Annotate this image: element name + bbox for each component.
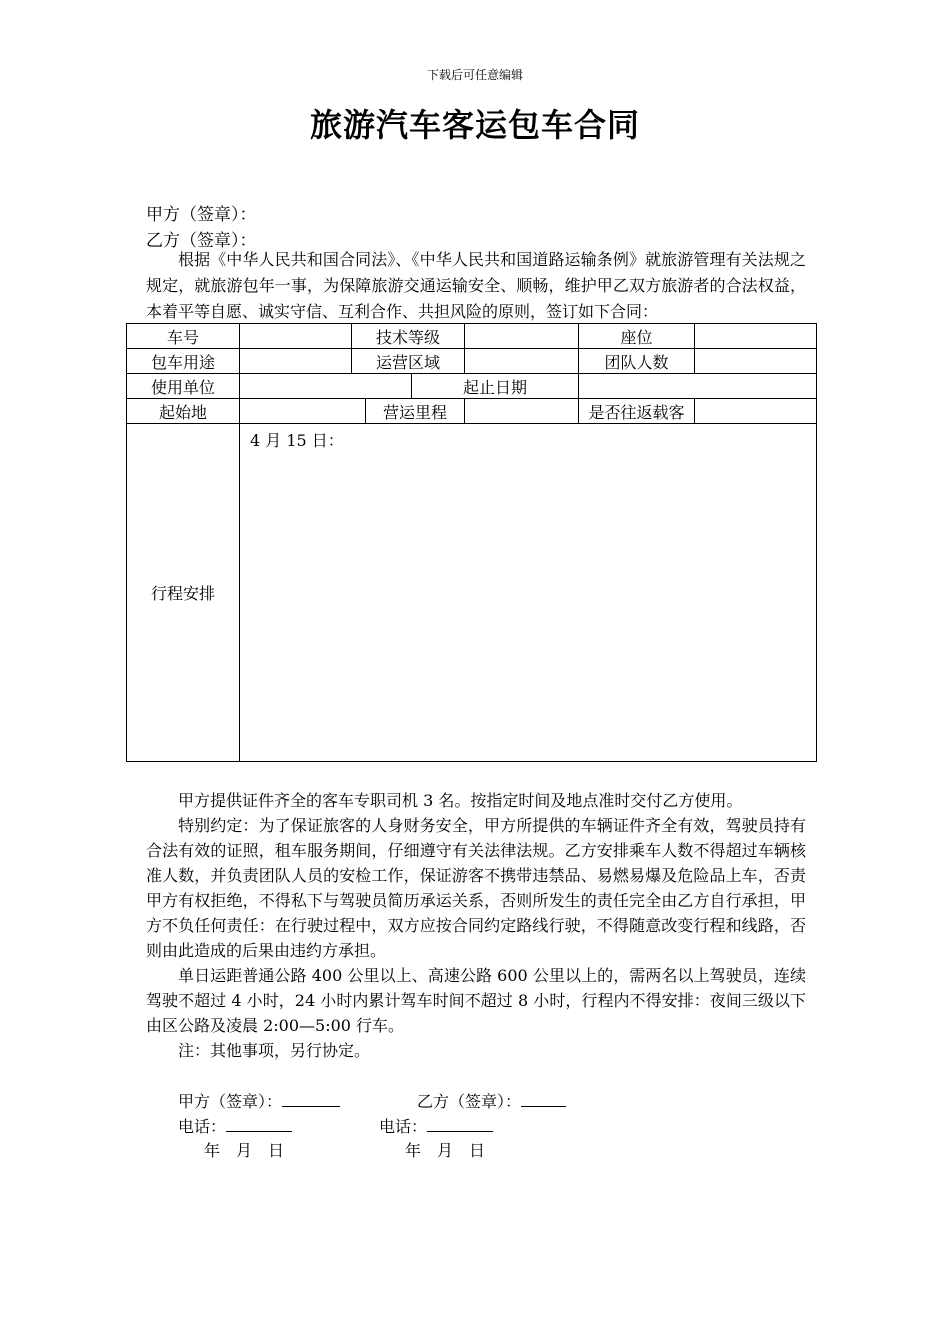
party-b-phone-line[interactable] (427, 1117, 493, 1132)
party-b-phone-label: 电话： (379, 1117, 428, 1136)
label-cell: 车号 (127, 324, 240, 349)
table-row (127, 424, 817, 762)
terms-section (146, 788, 806, 1063)
paragraph-driving-limits: 单日运距普通公路 400 公里以上、高速公路 600 公里以上的，需两名以上驾驶员，连续驾驶不超过 4 小时，24 小时内累计驾车时间不超过 8 小时，行程内不得安排：夜间三级以下由区公路及凌晨 2:00—5:00 行车。 (146, 966, 806, 1035)
label-cell: 营运里程 (366, 399, 465, 424)
paragraph-note: 注：其他事项，另行协定。 (178, 1041, 371, 1060)
tech-grade-cell[interactable] (465, 324, 579, 349)
label-cell: 起止日期 (412, 374, 579, 399)
party-a-phone (178, 1114, 292, 1137)
table-row (127, 324, 817, 349)
party-a-phone-label: 电话： (178, 1117, 227, 1136)
round-trip-cell[interactable] (695, 399, 817, 424)
page-title: 旅游汽车客运包车合同 (309, 106, 640, 144)
charter-purpose-cell[interactable] (240, 349, 352, 374)
party-b-phone (379, 1114, 493, 1137)
vehicle-number-cell[interactable] (240, 324, 352, 349)
table-row (127, 374, 817, 399)
paragraph-special-terms: 特别约定：为了保证旅客的人身财务安全，甲方所提供的车辆证件齐全有效，驾驶员持有合法有效的证照，租车服务期间，仔细遵守有关法律法规。乙方安排乘车人数不得超过车辆核准人数，并负责团队人员的安检工作，保证游客不携带违禁品、易燃易爆及危险品上车，否责甲方有权拒绝，不得私下与驾驶员简历承运关系，否则所发生的责任完全由乙方自行承担，甲方不负任何责任：在行驶过程中，双方应按合同约定路线行驶，不得随意改变行程和线路，否则由此造成的后果由违约方承担。 (146, 816, 806, 960)
table-row (127, 399, 817, 424)
party-b-signature (417, 1089, 566, 1112)
party-a-phone-line[interactable] (226, 1117, 292, 1132)
seats-cell[interactable] (695, 324, 817, 349)
label-cell: 座位 (579, 324, 695, 349)
party-b-signature-line[interactable] (521, 1092, 566, 1107)
paragraph-drivers: 甲方提供证件齐全的客车专职司机 3 名。按指定时间及地点准时交付乙方使用。 (178, 791, 743, 810)
mileage-cell[interactable] (465, 399, 579, 424)
itinerary-label-cell: 行程安排 (127, 424, 240, 762)
itinerary-content-cell[interactable]: 4 月 15 日： (240, 424, 817, 762)
label-cell: 是否往返载客 (579, 399, 695, 424)
using-unit-cell[interactable] (240, 374, 412, 399)
header-note: 下载后可任意编辑 (426, 68, 523, 82)
intro-paragraph: 根据《中华人民共和国合同法》、《中华人民共和国道路运输条例》就旅游管理有关法规之规定，就旅游包年一事，为保障旅游交通运输安全、顺畅，维护甲乙双方旅游者的合法权益，本着平等自愿、诚实守信、互利合作、共担风险的原则，签订如下合同： (146, 250, 806, 321)
party-a-line: 甲方（签章）： (146, 205, 257, 225)
label-cell: 起始地 (127, 399, 240, 424)
label-cell: 包车用途 (127, 349, 240, 374)
label-cell: 使用单位 (127, 374, 240, 399)
operating-area-cell[interactable] (465, 349, 579, 374)
party-a-signature (178, 1089, 340, 1112)
party-a-signature-label: 甲方（签章）： (178, 1092, 283, 1111)
party-b-signature-label: 乙方（签章）： (417, 1092, 522, 1111)
contract-table (126, 323, 817, 762)
label-cell: 运营区域 (352, 349, 465, 374)
table-row (127, 349, 817, 374)
group-size-cell[interactable] (695, 349, 817, 374)
origin-cell[interactable] (240, 399, 366, 424)
party-a-date: 年 月 日 (204, 1141, 285, 1160)
party-a-signature-line[interactable] (282, 1092, 340, 1107)
party-b-date: 年 月 日 (405, 1141, 486, 1160)
label-cell: 团队人数 (579, 349, 695, 374)
date-range-cell[interactable] (579, 374, 817, 399)
party-b-line: 乙方（签章）： (146, 231, 257, 251)
label-cell: 技术等级 (352, 324, 465, 349)
